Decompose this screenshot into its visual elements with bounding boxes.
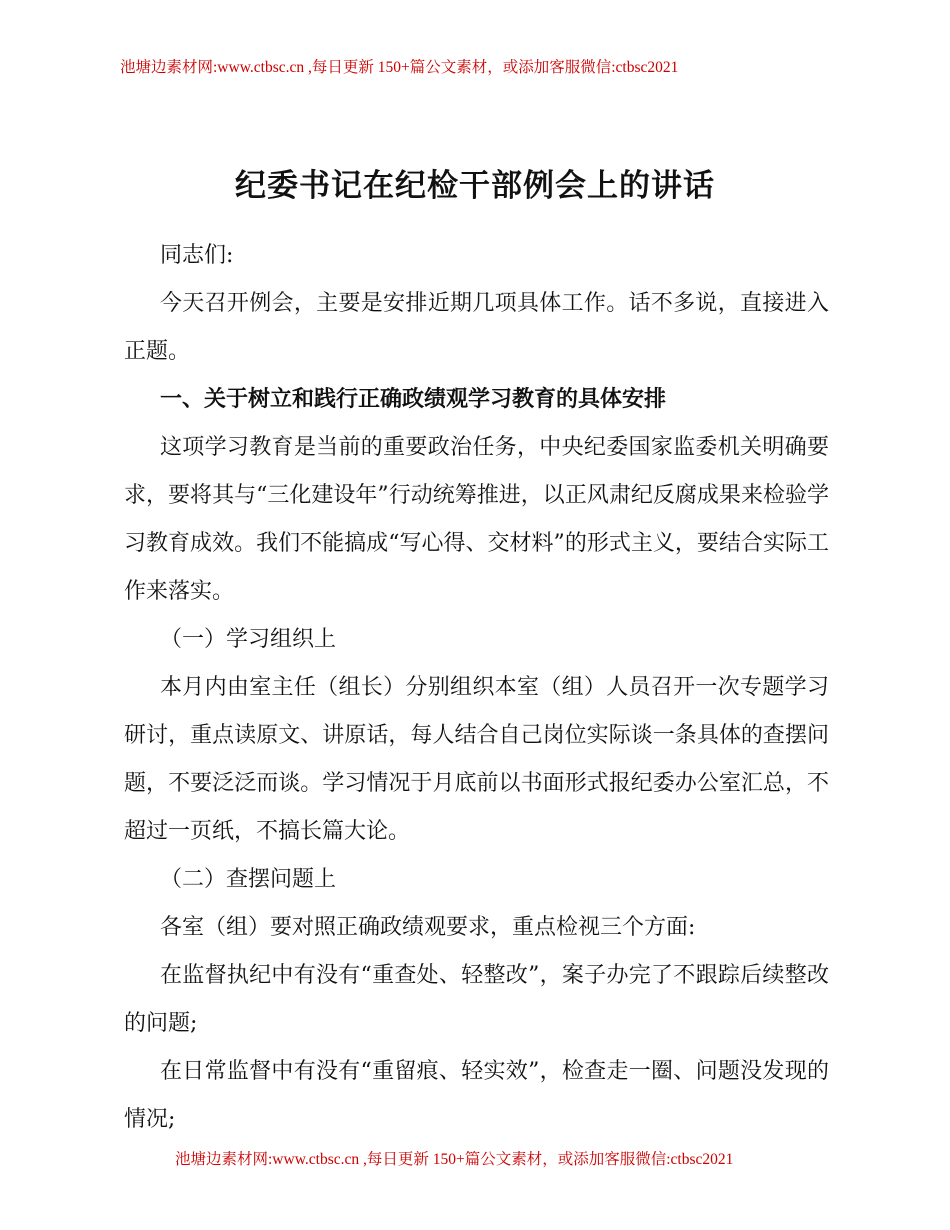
- watermark-bottom: 池塘边素材网:www.ctbsc.cn ,每日更新 150+篇公文素材，或添加客服微信:ctbsc2021: [175, 1151, 734, 1168]
- paragraph-intro: 今天召开例会，主要是安排近期几项具体工作。话不多说，直接进入正题。: [124, 291, 829, 364]
- subheading-2: （二）查摆问题上: [160, 867, 337, 892]
- salutation: 同志们:: [160, 243, 234, 268]
- paragraph-check-item-2: 在日常监督中有没有“重留痕、轻实效”，检查走一圈、问题没发现的情况;: [124, 1059, 829, 1132]
- document-body: [124, 232, 829, 1144]
- paragraph-section-1: 这项学习教育是当前的重要政治任务，中央纪委国家监委机关明确要求，要将其与“三化建设年”行动统筹推进，以正风肃纪反腐成果来检验学习教育成效。我们不能搞成“写心得、交材料”的形式主义，要结合实际工作来落实。: [124, 435, 829, 604]
- section-heading-1: 一、关于树立和践行正确政绩观学习教育的具体安排: [160, 387, 667, 412]
- paragraph-study: 本月内由室主任（组长）分别组织本室（组）人员召开一次专题学习研讨，重点读原文、讲原话，每人结合自己岗位实际谈一条具体的查摆问题，不要泛泛而谈。学习情况于月底前以书面形式报纪委办公室汇总，不超过一页纸，不搞长篇大论。: [124, 675, 829, 844]
- watermark-top: 池塘边素材网:www.ctbsc.cn ,每日更新 150+篇公文素材，或添加客服微信:ctbsc2021: [120, 59, 679, 76]
- paragraph-check-item-1: 在监督执纪中有没有“重查处、轻整改”，案子办完了不跟踪后续整改的问题;: [124, 963, 829, 1036]
- document-title: 纪委书记在纪检干部例会上的讲话: [235, 168, 715, 204]
- paragraph-check: 各室（组）要对照正确政绩观要求，重点检视三个方面:: [160, 915, 696, 940]
- subheading-1: （一）学习组织上: [160, 627, 337, 652]
